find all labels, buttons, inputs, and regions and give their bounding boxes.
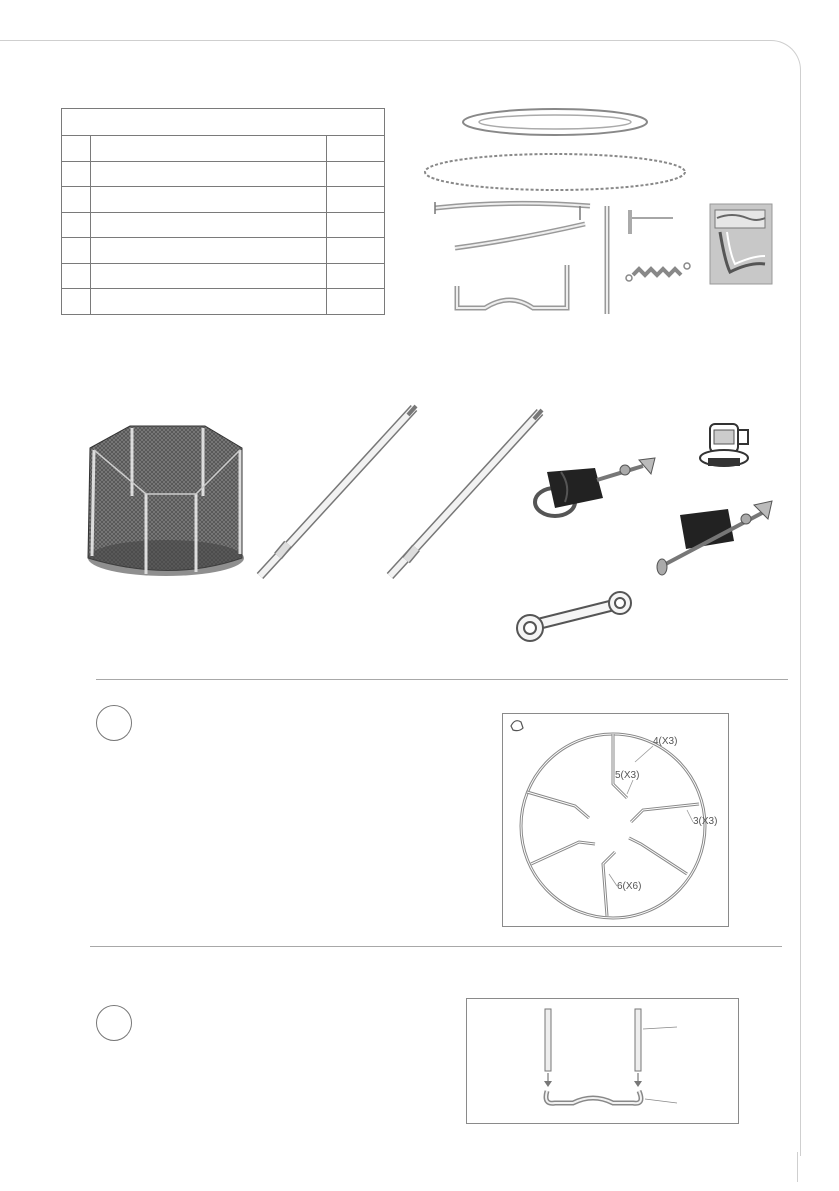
step-1-circle: [96, 705, 132, 741]
step-1-diagram: [502, 713, 729, 927]
trampoline-parts-illustration: [415, 100, 790, 320]
table-row: [62, 161, 385, 187]
pole-cap-illustration: [698, 418, 758, 473]
section-divider-2: [90, 946, 782, 947]
wrench-illustration: [510, 588, 640, 643]
label-3x3: 3(X3): [693, 816, 718, 827]
page-edge-mark: [797, 1152, 798, 1182]
table-row: [62, 212, 385, 238]
label-6x6: 6(X6): [617, 881, 642, 892]
section-divider-1: [96, 679, 788, 680]
label-5x3: 5(X3): [615, 770, 640, 781]
step-2-circle: [96, 1005, 132, 1041]
frame-ring-diagram: [503, 714, 728, 926]
table-row: [62, 187, 385, 213]
net-clip-ubolt-illustration: [525, 450, 665, 530]
table-row: [62, 238, 385, 264]
label-4x3: 4(X3): [653, 736, 678, 747]
step-2-diagram: [466, 998, 739, 1124]
table-row: [62, 136, 385, 162]
enclosure-net-illustration: [80, 418, 250, 580]
leg-assembly-diagram: [467, 999, 738, 1123]
table-row: [62, 289, 385, 315]
table-row: [62, 263, 385, 289]
hand-pointer-icon: [511, 721, 523, 731]
net-clip-bolt-illustration: [650, 495, 780, 585]
table-header-row: [62, 109, 385, 136]
parts-table: [61, 108, 385, 315]
